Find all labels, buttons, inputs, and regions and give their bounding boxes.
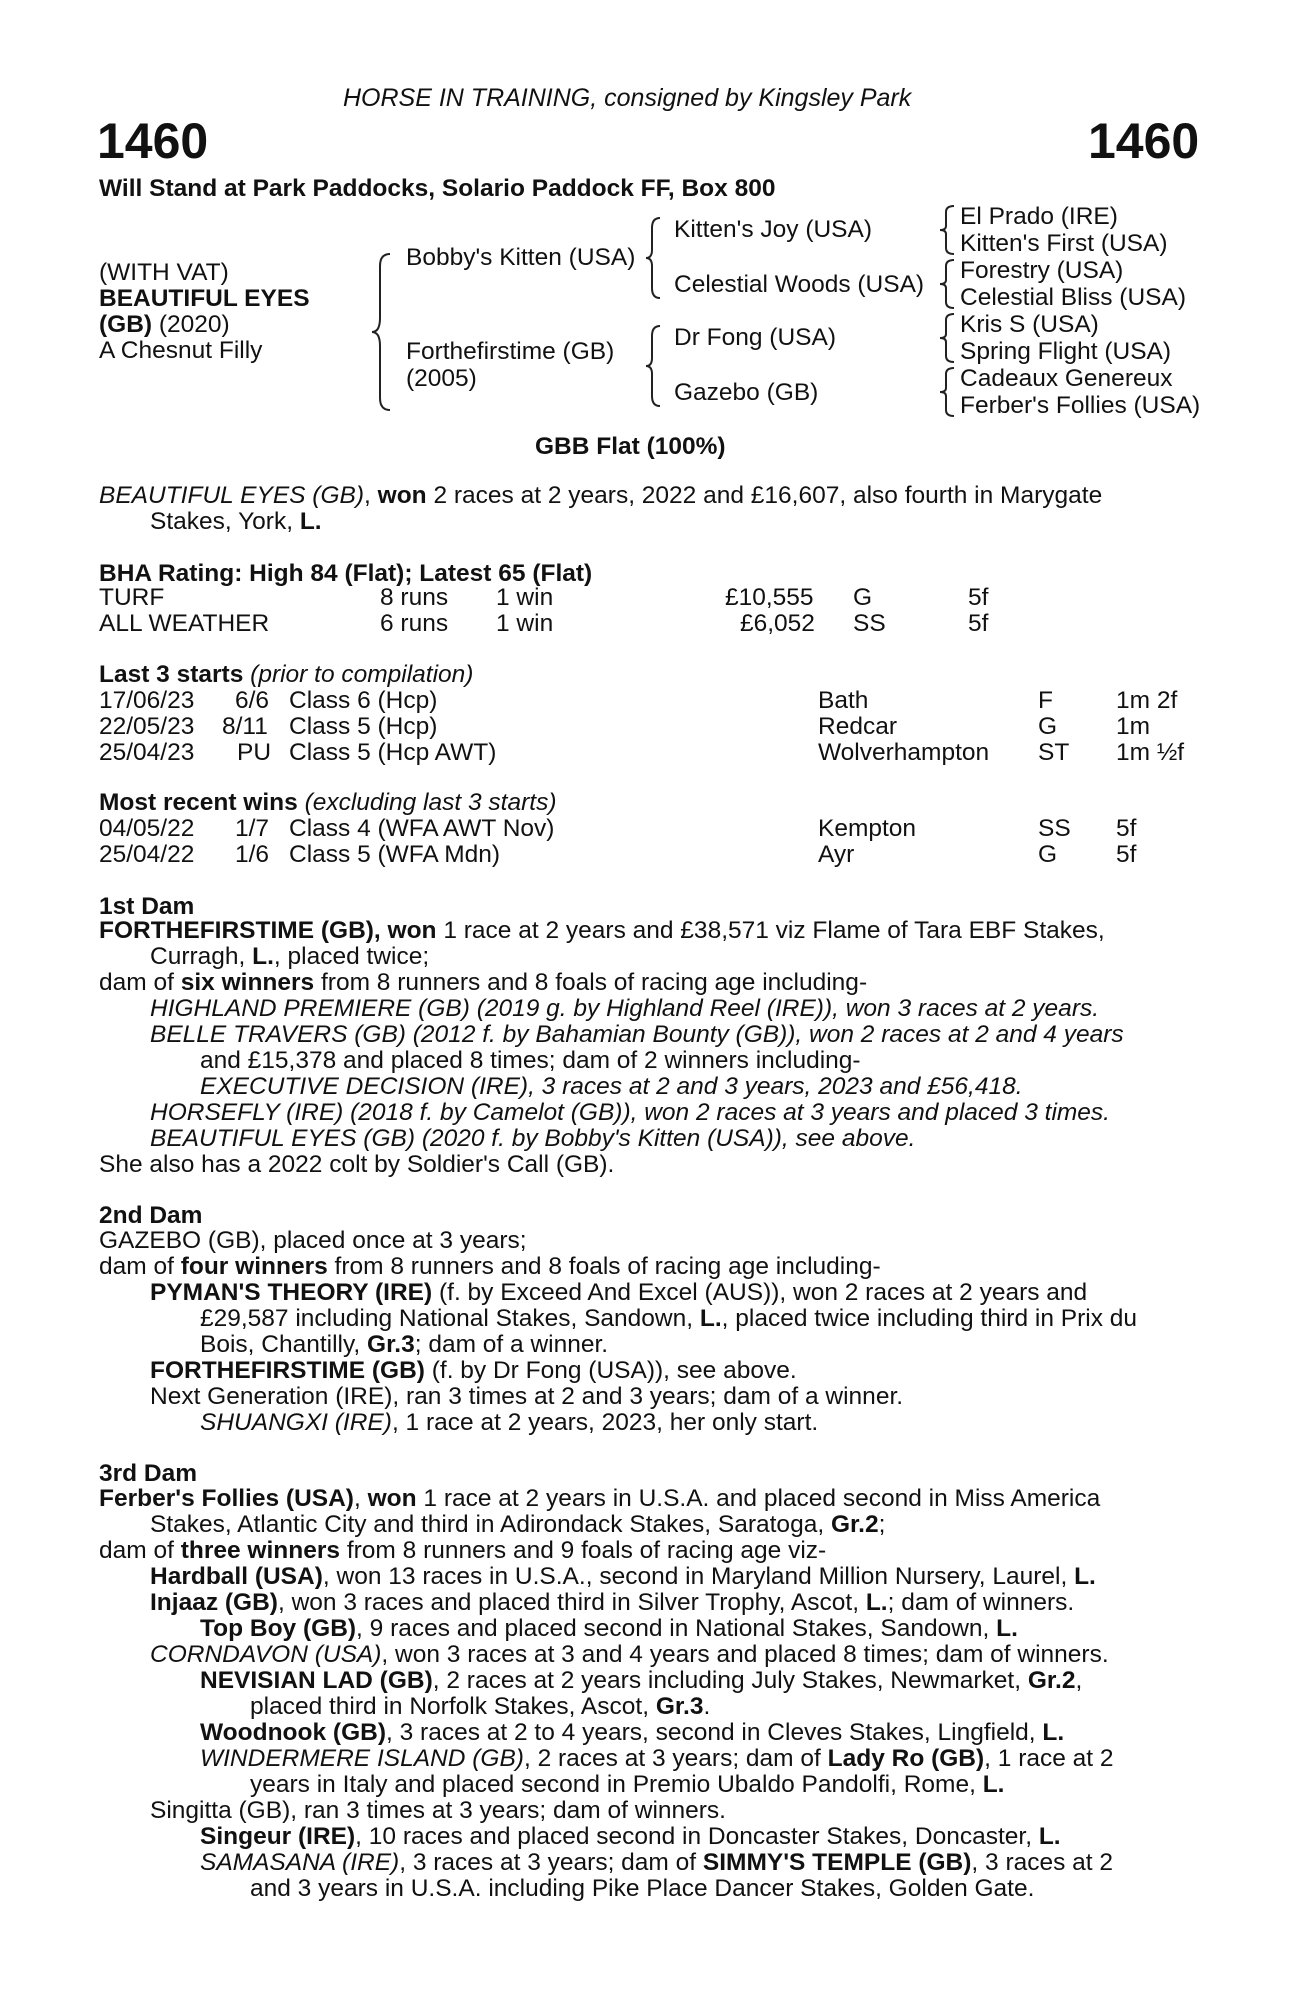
last3-r3-dist: 1m ½f bbox=[1116, 739, 1185, 766]
pedigree-sire-dam: Celestial Woods (USA) bbox=[674, 271, 925, 298]
dam2-text: , 1 race at 2 years, 2023, her only start. bbox=[391, 1409, 819, 1436]
dam3-text: , 9 races and placed second in National Stakes, Sandown, bbox=[356, 1615, 997, 1642]
dam3-line-7 bbox=[150, 1642, 1109, 1668]
wins-r2-course: Ayr bbox=[818, 841, 855, 868]
pedigree-g3-3: Forestry (USA) bbox=[960, 257, 1124, 284]
wins-note: (excluding last 3 starts) bbox=[297, 789, 557, 816]
dam2-listed: L. bbox=[699, 1305, 722, 1332]
wins-r1-course: Kempton bbox=[818, 815, 917, 842]
dam2-line-8 bbox=[200, 1410, 818, 1436]
wins-r1-class: Class 4 (WFA AWT Nov) bbox=[289, 815, 555, 842]
last3-r1-dist: 1m 2f bbox=[1116, 687, 1178, 714]
dam2-name: PYMAN'S THEORY (IRE) bbox=[150, 1279, 433, 1306]
dam1-title: 1st Dam bbox=[99, 893, 195, 920]
pedigree-g3-5: Kris S (USA) bbox=[960, 311, 1099, 338]
dam1-text: Curragh, bbox=[150, 943, 253, 970]
dam3-line-6 bbox=[200, 1616, 1018, 1642]
dam3-text: , 3 races at 2 to 4 years, second in Cleves Stakes, Lingfield, bbox=[385, 1719, 1043, 1746]
last3-r3-date: 25/04/23 bbox=[99, 739, 195, 766]
summary-line-2 bbox=[150, 509, 322, 535]
dam1-line-1 bbox=[99, 918, 1105, 944]
consignment-line: HORSE IN TRAINING, consigned by Kingsley Park bbox=[343, 84, 912, 112]
dam3-name: Injaaz (GB) bbox=[150, 1589, 278, 1616]
dam2-text: (f. by Exceed And Excel (AUS)), won 2 races at 2 years and bbox=[432, 1279, 1088, 1306]
dam1-line-4: HIGHLAND PREMIERE (GB) (2019 g. by Highland Reel (IRE)), won 3 races at 2 years. bbox=[150, 995, 1100, 1022]
dam2-text: , placed twice including third in Prix du bbox=[721, 1305, 1138, 1332]
dam3-line-4 bbox=[150, 1564, 1096, 1590]
dam2-title: 2nd Dam bbox=[99, 1202, 203, 1229]
rating-aw-wins: 1 win bbox=[496, 610, 554, 637]
summary-won: won bbox=[377, 482, 427, 509]
rating-aw-label: ALL WEATHER bbox=[99, 610, 270, 637]
dam2-text: ; dam of a winner. bbox=[414, 1331, 609, 1358]
pedigree-sire: Bobby's Kitten (USA) bbox=[406, 244, 636, 271]
wins-heading: Most recent wins bbox=[99, 789, 298, 816]
dam3-name: CORNDAVON (USA) bbox=[150, 1641, 382, 1668]
dam3-line-10 bbox=[200, 1720, 1064, 1746]
dam1-line-3 bbox=[99, 970, 867, 996]
summary-text-2: Stakes, York, bbox=[150, 508, 300, 535]
wins-r2-pos: 1/6 bbox=[235, 841, 270, 868]
dam2-line-5 bbox=[200, 1332, 608, 1358]
dam2-text: £29,587 including National Stakes, Sandown, bbox=[200, 1305, 700, 1332]
rating-aw-dist: 5f bbox=[968, 610, 989, 637]
wins-r2-date: 25/04/22 bbox=[99, 841, 195, 868]
horse-description: A Chesnut Filly bbox=[99, 337, 263, 364]
dam2-text: from 8 runners and 8 foals of racing age including- bbox=[327, 1253, 881, 1280]
dam1-line-6: and £15,378 and placed 8 times; dam of 2 winners including- bbox=[200, 1047, 861, 1074]
dam2-name: FORTHEFIRSTIME (GB) bbox=[150, 1357, 425, 1384]
wins-r1-dist: 5f bbox=[1116, 815, 1137, 842]
pedigree-g3-1: El Prado (IRE) bbox=[960, 203, 1118, 230]
dam3-line-11 bbox=[200, 1746, 1114, 1772]
dam3-title: 3rd Dam bbox=[99, 1460, 198, 1487]
dam2-text: dam of bbox=[99, 1253, 181, 1280]
pedigree-brace-gen3 bbox=[938, 204, 958, 420]
rating-turf-going: G bbox=[853, 584, 873, 611]
last3-r2-course: Redcar bbox=[818, 713, 897, 740]
rating-turf-dist: 5f bbox=[968, 584, 989, 611]
pedigree-g3-6: Spring Flight (USA) bbox=[960, 338, 1172, 365]
summary-horse: BEAUTIFUL EYES (GB) bbox=[99, 482, 365, 509]
dam3-listed: L. bbox=[982, 1771, 1005, 1798]
dam3-line-12 bbox=[250, 1772, 1004, 1798]
dam3-text: , 2 races at 2 years including July Stakes, Newmarket, bbox=[432, 1667, 1028, 1694]
dam3-group: Gr.3 bbox=[655, 1693, 704, 1720]
dam3-text: , won 3 races and placed third in Silver Trophy, Ascot, bbox=[277, 1589, 866, 1616]
dam1-listed: L. bbox=[252, 943, 274, 970]
dam3-won: won bbox=[367, 1485, 417, 1512]
rating-aw-going: SS bbox=[853, 610, 886, 637]
wins-r2-class: Class 5 (WFA Mdn) bbox=[289, 841, 501, 868]
dam3-name: SIMMY'S TEMPLE (GB) bbox=[702, 1849, 972, 1876]
dam3-name: Hardball (USA) bbox=[150, 1563, 323, 1590]
last3-title bbox=[99, 662, 473, 688]
dam3-name: NEVISIAN LAD (GB) bbox=[200, 1667, 433, 1694]
wins-r1-going: SS bbox=[1038, 815, 1071, 842]
dam2-winners: four winners bbox=[180, 1253, 328, 1280]
last3-r2-pos: 8/11 bbox=[222, 713, 268, 740]
last3-r3-course: Wolverhampton bbox=[818, 739, 990, 766]
horse-year: (2020) bbox=[152, 311, 230, 338]
last3-r2-date: 22/05/23 bbox=[99, 713, 195, 740]
last3-r3-class: Class 5 (Hcp AWT) bbox=[289, 739, 497, 766]
dam3-text: , 10 races and placed second in Doncaster Stakes, Doncaster, bbox=[355, 1823, 1039, 1850]
dam3-text: placed third in Norfolk Stakes, Ascot, bbox=[250, 1693, 656, 1720]
dam2-group: Gr.3 bbox=[367, 1331, 415, 1358]
dam3-name: WINDERMERE ISLAND (GB) bbox=[200, 1745, 524, 1772]
dam3-listed: L. bbox=[1042, 1719, 1065, 1746]
last3-r3-going: ST bbox=[1038, 739, 1070, 766]
dam2-line-1: GAZEBO (GB), placed once at 3 years; bbox=[99, 1227, 527, 1254]
dam3-text: ; dam of winners. bbox=[887, 1589, 1075, 1616]
wins-r2-dist: 5f bbox=[1116, 841, 1137, 868]
lot-number-left: 1460 bbox=[97, 113, 209, 169]
last3-note: (prior to compilation) bbox=[243, 661, 474, 688]
last3-r2-dist: 1m bbox=[1116, 713, 1151, 740]
wins-r2-going: G bbox=[1038, 841, 1058, 868]
dam3-line-2 bbox=[150, 1512, 885, 1538]
summary-sep: , bbox=[364, 482, 378, 509]
dam2-line-4 bbox=[200, 1306, 1137, 1332]
last3-r2-class: Class 5 (Hcp) bbox=[289, 713, 438, 740]
dam3-line-16: and 3 years in U.S.A. including Pike Place Dancer Stakes, Golden Gate. bbox=[250, 1875, 1035, 1902]
pedigree-sire-sire: Kitten's Joy (USA) bbox=[674, 216, 873, 243]
dam3-name: SAMASANA (IRE) bbox=[200, 1849, 400, 1876]
dam3-text: . bbox=[703, 1693, 711, 1720]
dam3-text: ; bbox=[878, 1511, 886, 1538]
pedigree-brace-main bbox=[370, 252, 394, 412]
summary-listed: L. bbox=[299, 508, 322, 535]
dam1-line-7: EXECUTIVE DECISION (IRE), 3 races at 2 and 3 years, 2023 and £56,418. bbox=[200, 1073, 1023, 1100]
last3-r1-class: Class 6 (Hcp) bbox=[289, 687, 438, 714]
dam3-line-1 bbox=[99, 1486, 1100, 1512]
dam3-line-13: Singitta (GB), ran 3 times at 3 years; dam of winners. bbox=[150, 1797, 726, 1824]
horse-name-year bbox=[99, 312, 230, 338]
stand-location: Will Stand at Park Paddocks, Solario Paddock FF, Box 800 bbox=[99, 175, 776, 202]
dam1-text: , placed twice; bbox=[273, 943, 430, 970]
dam1-line-2 bbox=[150, 944, 429, 970]
pedigree-g3-7: Cadeaux Genereux bbox=[960, 365, 1173, 392]
last3-r1-date: 17/06/23 bbox=[99, 687, 195, 714]
dam3-text: from 8 runners and 9 foals of racing age viz- bbox=[340, 1537, 827, 1564]
dam1-text: 1 race at 2 years and £38,571 viz Flame of Tara EBF Stakes, bbox=[436, 917, 1105, 944]
dam3-line-5 bbox=[150, 1590, 1074, 1616]
gbb-line: GBB Flat (100%) bbox=[535, 433, 726, 460]
dam2-line-2 bbox=[99, 1254, 881, 1280]
dam1-line-8: HORSEFLY (IRE) (2018 f. by Camelot (GB)), won 2 races at 3 years and placed 3 times. bbox=[150, 1099, 1110, 1126]
dam3-text: , 1 race at 2 bbox=[984, 1745, 1114, 1772]
horse-name: BEAUTIFUL EYES bbox=[99, 285, 310, 312]
last3-r3-pos: PU bbox=[237, 739, 272, 766]
dam3-line-14 bbox=[200, 1824, 1061, 1850]
wins-r1-pos: 1/7 bbox=[235, 815, 270, 842]
dam3-name: Top Boy (GB) bbox=[200, 1615, 357, 1642]
dam3-listed: L. bbox=[1038, 1823, 1061, 1850]
dam3-name: Lady Ro (GB) bbox=[827, 1745, 985, 1772]
rating-turf-wins: 1 win bbox=[496, 584, 554, 611]
dam3-line-8 bbox=[200, 1668, 1082, 1694]
horse-country: (GB) bbox=[99, 311, 153, 338]
dam1-winners: six winners bbox=[180, 969, 315, 996]
last3-r2-going: G bbox=[1038, 713, 1058, 740]
dam3-winners: three winners bbox=[180, 1537, 341, 1564]
wins-title bbox=[99, 790, 556, 816]
dam3-group: Gr.2 bbox=[830, 1511, 879, 1538]
last3-r1-going: F bbox=[1038, 687, 1053, 714]
dam1-name: FORTHEFIRSTIME (GB), won bbox=[99, 917, 437, 944]
pedigree-g3-8: Ferber's Follies (USA) bbox=[960, 392, 1201, 419]
dam3-text: , bbox=[353, 1485, 368, 1512]
dam3-text: , 2 races at 3 years; dam of bbox=[523, 1745, 828, 1772]
pedigree-dam-sire: Dr Fong (USA) bbox=[674, 324, 837, 351]
dam3-text: , 3 races at 3 years; dam of bbox=[399, 1849, 703, 1876]
dam3-group: Gr.2 bbox=[1027, 1667, 1076, 1694]
dam2-name: SHUANGXI (IRE) bbox=[200, 1409, 392, 1436]
dam3-name: Ferber's Follies (USA) bbox=[99, 1485, 354, 1512]
dam1-line-5: BELLE TRAVERS (GB) (2012 f. by Bahamian Bounty (GB)), won 2 races at 2 and 4 years bbox=[150, 1021, 1124, 1048]
dam3-text: years in Italy and placed second in Premio Ubaldo Pandolfi, Rome, bbox=[250, 1771, 983, 1798]
dam3-line-15 bbox=[200, 1850, 1113, 1876]
dam3-listed: L. bbox=[996, 1615, 1018, 1642]
dam3-text: , 3 races at 2 bbox=[971, 1849, 1114, 1876]
rating-turf-runs: 8 runs bbox=[380, 584, 449, 611]
dam2-line-3 bbox=[150, 1280, 1087, 1306]
dam3-text: Stakes, Atlantic City and third in Adirondack Stakes, Saratoga, bbox=[150, 1511, 831, 1538]
rating-aw-runs: 6 runs bbox=[380, 610, 449, 637]
rating-aw-prize: £6,052 bbox=[740, 610, 815, 637]
last3-r1-pos: 6/6 bbox=[235, 687, 270, 714]
lot-number-right: 1460 bbox=[1088, 113, 1200, 169]
pedigree-g3-4: Celestial Bliss (USA) bbox=[960, 284, 1186, 311]
dam2-text: (f. by Dr Fong (USA)), see above. bbox=[424, 1357, 797, 1384]
dam3-line-3 bbox=[99, 1538, 826, 1564]
last3-r1-course: Bath bbox=[818, 687, 869, 714]
dam3-listed: L. bbox=[865, 1589, 888, 1616]
dam1-text: from 8 runners and 8 foals of racing age including- bbox=[314, 969, 868, 996]
dam1-text: dam of bbox=[99, 969, 181, 996]
rating-turf-prize: £10,555 bbox=[725, 584, 814, 611]
pedigree-dam-year: (2005) bbox=[406, 365, 477, 392]
dam3-text: dam of bbox=[99, 1537, 181, 1564]
dam3-text: , won 13 races in U.S.A., second in Maryland Million Nursery, Laurel, bbox=[322, 1563, 1075, 1590]
dam1-line-9: BEAUTIFUL EYES (GB) (2020 f. by Bobby's Kitten (USA)), see above. bbox=[150, 1125, 916, 1152]
dam2-line-6 bbox=[150, 1358, 797, 1384]
summary-text: 2 races at 2 years, 2022 and £16,607, also fourth in Marygate bbox=[426, 482, 1103, 509]
pedigree-brace-dam bbox=[644, 324, 664, 408]
dam3-listed: L. bbox=[1074, 1563, 1096, 1590]
dam3-text: , won 3 races at 3 and 4 years and placed 8 times; dam of winners. bbox=[381, 1641, 1109, 1668]
dam3-name: Singeur (IRE) bbox=[200, 1823, 356, 1850]
dam3-line-9 bbox=[250, 1694, 710, 1720]
rating-turf-label: TURF bbox=[99, 584, 165, 611]
wins-r1-date: 04/05/22 bbox=[99, 815, 195, 842]
dam3-name: Woodnook (GB) bbox=[200, 1719, 386, 1746]
dam1-line-10: She also has a 2022 colt by Soldier's Call (GB). bbox=[99, 1151, 615, 1178]
horse-vat: (WITH VAT) bbox=[99, 259, 229, 286]
pedigree-brace-sire bbox=[644, 216, 664, 300]
dam2-text: Bois, Chantilly, bbox=[200, 1331, 368, 1358]
last3-heading: Last 3 starts bbox=[99, 661, 244, 688]
pedigree-dam: Forthefirstime (GB) bbox=[406, 338, 615, 365]
dam3-text: , bbox=[1075, 1667, 1083, 1694]
rating-title: BHA Rating: High 84 (Flat); Latest 65 (Flat) bbox=[99, 560, 593, 587]
pedigree-dam-dam: Gazebo (GB) bbox=[674, 379, 819, 406]
summary-line-1 bbox=[99, 483, 1102, 509]
pedigree-g3-2: Kitten's First (USA) bbox=[960, 230, 1168, 257]
dam2-line-7: Next Generation (IRE), ran 3 times at 2 and 3 years; dam of a winner. bbox=[150, 1383, 904, 1410]
dam3-text: 1 race at 2 years in U.S.A. and placed second in Miss America bbox=[416, 1485, 1101, 1512]
